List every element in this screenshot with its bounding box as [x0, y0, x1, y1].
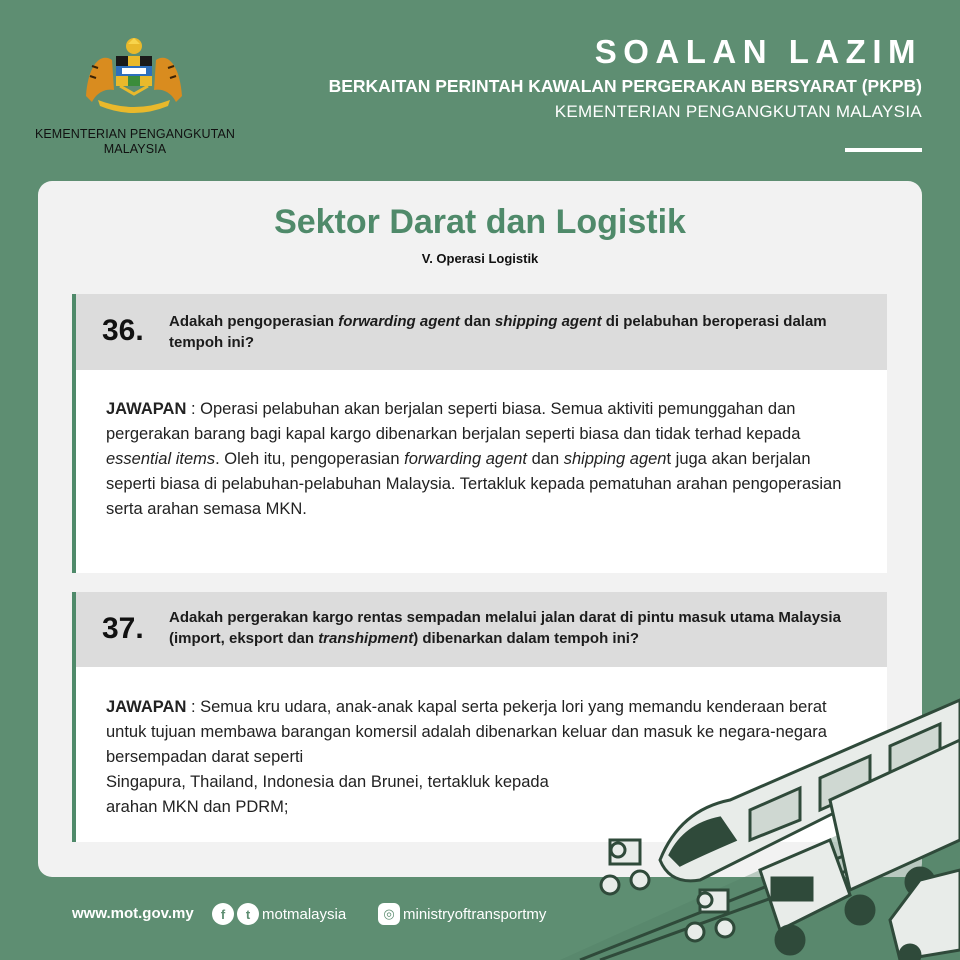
- social-facebook-twitter[interactable]: [212, 903, 346, 925]
- page-subtitle: BERKAITAN PERINTAH KAWALAN PERGERAKAN BERSYARAT (PKPB): [328, 76, 922, 96]
- instagram-icon: ◎: [378, 903, 400, 925]
- question-number: 36.: [102, 314, 144, 347]
- ministry-name-line1: KEMENTERIAN PENGANGKUTAN: [34, 127, 236, 141]
- social-handle: motmalaysia: [262, 905, 347, 923]
- transport-illustration: [560, 660, 960, 960]
- ministry-name: [20, 127, 250, 157]
- answer-label: JAWAPAN: [106, 698, 187, 716]
- facebook-icon: f: [212, 903, 234, 925]
- answer-label: JAWAPAN: [106, 400, 187, 418]
- malaysia-crest-icon: [78, 36, 190, 116]
- faq-item-36: [72, 294, 887, 573]
- answer-text: JAWAPAN : Operasi pelabuhan akan berjalan seperti biasa. Semua aktiviti pemunggahan dan pergerakan barang bagi kapal kargo dibenarkan berjalan seperti biasa dan tidak terhad kepada essential items. Oleh itu, pengoperasian forwarding agent dan shipping agent juga akan berjalan seperti biasa di pelabuhan-pelabuhan Malaysia. Tertakluk kepada pematuhan arahan pengoperasian serta arahan semasa MKN.: [106, 400, 842, 518]
- section-title: Sektor Darat dan Logistik: [274, 203, 686, 241]
- social-instagram[interactable]: [378, 903, 546, 925]
- website-link[interactable]: www.mot.gov.my: [72, 905, 194, 922]
- instagram-handle: ministryoftransportmy: [403, 905, 547, 923]
- question-number: 37.: [102, 612, 144, 645]
- question-band: [76, 294, 887, 370]
- ministry-subtitle: KEMENTERIAN PENGANGKUTAN MALAYSIA: [554, 102, 922, 121]
- answer-text: JAWAPAN : Semua kru udara, anak-anak kapal serta pekerja lori yang memandu kenderaan berat untuk tujuan membawa barangan komersil adalah dibenarkan keluar dan masuk ke negara-negara bersempadan darat seperti Singapura, Thailand, Indonesia dan Brunei, tertakluk kepada arahan MKN dan PDRM;: [106, 698, 827, 816]
- ministry-name-line2: MALAYSIA: [103, 142, 167, 156]
- question-band: [76, 592, 887, 667]
- twitter-icon: t: [237, 903, 259, 925]
- question-text: Adakah pengoperasian forwarding agent dan shipping agent di pelabuhan beroperasi dalam tempoh ini?: [169, 313, 827, 351]
- header-divider: [845, 148, 922, 152]
- answer-panel: [76, 370, 887, 573]
- section-subtitle: V. Operasi Logistik: [421, 251, 539, 266]
- question-text: Adakah pergerakan kargo rentas sempadan melalui jalan darat di pintu masuk utama Malaysia (import, eksport dan transhipment) dibenarkan dalam tempoh ini?: [169, 609, 841, 647]
- page-title: SOALAN LAZIM: [594, 33, 922, 70]
